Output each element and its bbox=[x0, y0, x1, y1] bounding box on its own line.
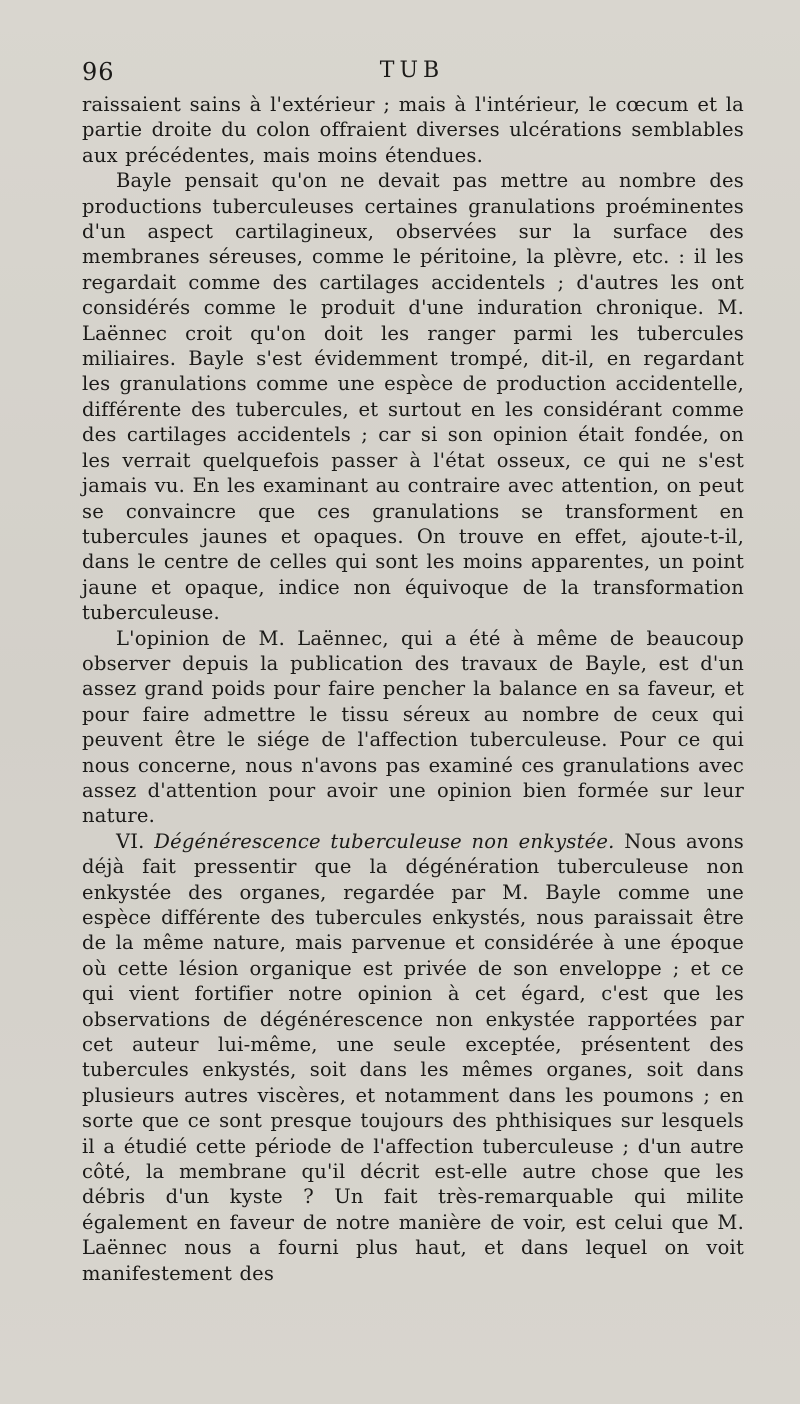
paragraph bbox=[82, 829, 744, 1286]
page-header bbox=[82, 58, 742, 92]
paragraph-text: Nous avons déjà fait pressentir que la dégénération tuberculeuse non enkystée des organes, regardée par M. Bayle comme une espèce différente des tubercules enkystés, nous paraissait être de la même nature, mais parvenue et considérée à une époque où cette lésion organique est privée de son enveloppe ; et ce qui vient fortifier notre opinion à cet égard, c'est que les observations de dégénérescence non enkystée rapportées par cet auteur lui-même, une seule exceptée, présentent des tubercules enkystés, soit dans les mêmes organes, soit dans plusieurs autres viscères, et notamment dans les poumons ; en sorte que ce sont presque toujours des phthisiques sur lesquels il a étudié cette période de l'affection tuberculeuse ; d'un autre côté, la membrane qu'il décrit est-elle autre chose que les débris d'un kyste ? Un fait très-remarquable qui milite également en faveur de notre manière de voir, est celui que M. Laënnec nous a fourni plus haut, et dans lequel on voit manifestement des bbox=[82, 829, 744, 1285]
section-number: VI. bbox=[116, 829, 145, 853]
paragraph: raissaient sains à l'extérieur ; mais à l'intérieur, le cœcum et la partie droite du colon offraient diverses ulcérations semblables aux précédentes, mais moins étendues. bbox=[82, 93, 744, 167]
body-text bbox=[82, 92, 744, 1286]
page-number: 96 bbox=[82, 58, 115, 86]
paragraph: L'opinion de M. Laënnec, qui a été à même de beaucoup observer depuis la publication des travaux de Bayle, est d'un assez grand poids pour faire pencher la balance en sa faveur, et pour faire admettre le tissu séreux au nombre de ceux qui peuvent être le siége de l'affection tuberculeuse. Pour ce qui nous concerne, nous n'avons pas examiné ces granulations avec assez d'attention pour avoir une opinion bien formée sur leur nature. bbox=[82, 626, 744, 828]
section-title: Dégénérescence tuberculeuse non enkystée. bbox=[154, 829, 615, 853]
paragraph: Bayle pensait qu'on ne devait pas mettre au nombre des productions tuberculeuses certaines granulations proéminentes d'un aspect cartilagineux, observées sur la surface des membranes séreuses, comme le péritoine, la plèvre, etc. : il les regardait comme des cartilages accidentels ; d'autres les ont considérés comme le produit d'une induration chronique. M. Laënnec croit qu'on doit les ranger parmi les tubercules miliaires. Bayle s'est évidemment trompé, dit-il, en regardant les granulations comme une espèce de production accidentelle, différente des tubercules, et surtout en les considérant comme des cartilages accidentels ; car si son opinion était fondée, on les verrait quelquefois passer à l'état osseux, ce qui ne s'est jamais vu. En les examinant au contraire avec attention, on peut se convaincre que ces granulations se transforment en tubercules jaunes et opaques. On trouve en effet, ajoute-t-il, dans le centre de celles qui sont les moins apparentes, un point jaune et opaque, indice non équivoque de la transformation tuberculeuse. bbox=[82, 169, 744, 625]
running-head: TUB bbox=[379, 58, 445, 83]
